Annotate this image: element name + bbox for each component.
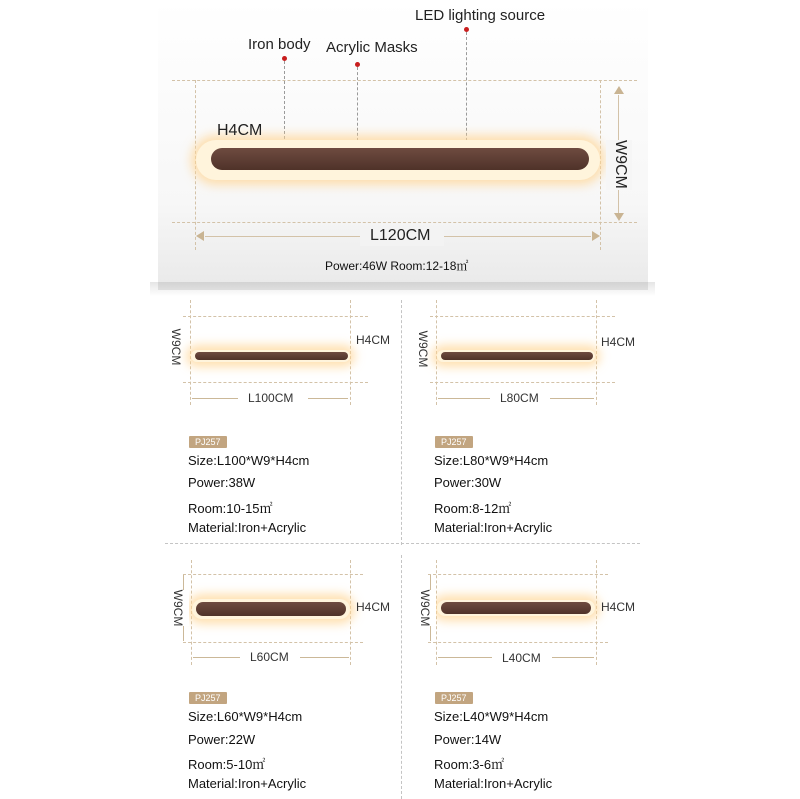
v1-model-badge: PJ257 (189, 436, 227, 448)
v1-room: Room:10-15㎡ (188, 501, 273, 516)
hero-length-arrow-left-icon (196, 231, 204, 241)
v1-size: Size:L100*W9*H4cm (188, 453, 310, 468)
callout-iron-body: Iron body (248, 36, 311, 53)
callout-led-leader (466, 32, 467, 156)
hero-width-label: W9CM (612, 140, 629, 189)
v3-bottom-guide (183, 642, 363, 643)
v4-room: Room:3-6㎡ (434, 757, 505, 772)
v2-material: Material:Iron+Acrylic (434, 520, 553, 535)
hero-width-arrow-up-icon (614, 86, 624, 94)
callout-led-lighting-source: LED lighting source (415, 7, 546, 24)
v4-right-guide (596, 560, 597, 665)
v3-width-label: W9CM (171, 589, 185, 627)
hero-lamp-body (211, 148, 589, 170)
v4-power: Power:14W (434, 732, 502, 747)
hero-length-label: L120CM (370, 227, 431, 244)
callout-acrylic-leader (357, 67, 358, 146)
v1-width-label: W9CM (169, 328, 183, 366)
hero-right-guide (600, 80, 601, 250)
hero-bottom-guide (172, 222, 637, 223)
v2-top-guide (430, 316, 615, 317)
v4-left-guide (436, 560, 437, 665)
v2-bottom-guide (430, 382, 615, 383)
v2-height-label: H4CM (601, 335, 636, 349)
v4-size: Size:L40*W9*H4cm (434, 709, 549, 724)
v1-height-label: H4CM (356, 333, 391, 347)
v1-material: Material:Iron+Acrylic (188, 520, 307, 535)
hero-width-arrow-down-icon (614, 213, 624, 221)
v2-room: Room:8-12㎡ (434, 501, 512, 516)
v1-lamp-body (195, 352, 348, 360)
v3-size: Size:L60*W9*H4cm (188, 709, 303, 724)
v3-power: Power:22W (188, 732, 256, 747)
v3-room: Room:5-10㎡ (188, 757, 266, 772)
v2-size: Size:L80*W9*H4cm (434, 453, 549, 468)
grid-divider-vertical-bottom (401, 555, 402, 799)
hero-length-arrow-right-icon (592, 231, 600, 241)
v3-length-label: L60CM (250, 650, 289, 664)
v2-length-label: L80CM (500, 391, 539, 405)
v3-lamp-body (196, 602, 346, 616)
v4-top-guide (428, 574, 608, 575)
hero-height-label: H4CM (217, 122, 263, 139)
v4-material: Material:Iron+Acrylic (434, 776, 553, 791)
hero-shadow (150, 282, 655, 296)
v2-width-label: W9CM (416, 330, 430, 368)
hero-power-room: Power:46W Room:12-18㎡ (325, 259, 469, 273)
v1-length-label: L100CM (248, 391, 294, 405)
v4-width-label: W9CM (418, 589, 432, 627)
v2-model-badge: PJ257 (435, 436, 473, 448)
v1-right-guide (350, 300, 351, 405)
v4-lamp-body (441, 602, 591, 614)
v3-model-badge: PJ257 (189, 692, 227, 704)
grid-divider-vertical-top (401, 300, 402, 545)
v4-height-label: H4CM (601, 600, 636, 614)
v1-power: Power:38W (188, 475, 256, 490)
v4-bottom-guide (428, 642, 608, 643)
v2-power: Power:30W (434, 475, 502, 490)
v2-right-guide (596, 300, 597, 405)
hero-top-guide (172, 80, 637, 81)
v3-material: Material:Iron+Acrylic (188, 776, 307, 791)
grid-divider-horizontal (165, 543, 640, 544)
v1-bottom-guide (183, 382, 368, 383)
v1-top-guide (183, 316, 368, 317)
v3-height-label: H4CM (356, 600, 391, 614)
v2-lamp-body (441, 352, 593, 360)
v3-top-guide (183, 574, 363, 575)
callout-acrylic-masks: Acrylic Masks (326, 39, 418, 56)
v4-model-badge: PJ257 (435, 692, 473, 704)
v3-right-guide (350, 560, 351, 665)
v4-length-label: L40CM (502, 651, 541, 665)
